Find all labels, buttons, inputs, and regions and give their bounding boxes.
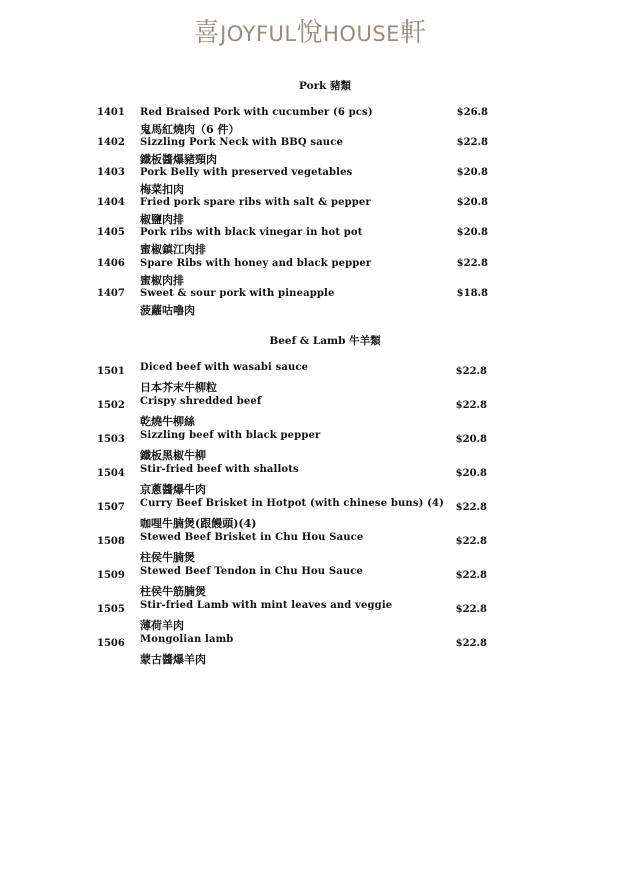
- item-name-en: Curry Beef Brisket in Hotpot (with chinese buns) (4): [140, 498, 444, 509]
- item-name-en: Diced beef with wasabi sauce: [140, 362, 309, 373]
- item-name-en: Stir-fried Lamb with mint leaves and veggie: [140, 600, 393, 611]
- item-code: 1508: [97, 536, 125, 547]
- menu-item: [0, 197, 620, 231]
- item-name-en: Stir-fried beef with shallots: [140, 464, 299, 475]
- item-name-zh: 菠蘿咕嚕肉: [140, 304, 195, 317]
- item-name-en: Pork ribs with black vinegar in hot pot: [140, 227, 363, 238]
- logo-glyph-xuan: 軒: [399, 18, 427, 48]
- restaurant-logo: [0, 12, 620, 49]
- item-name-zh: 鬼馬紅燒肉（6 件）: [140, 123, 240, 136]
- item-code: 1405: [97, 227, 125, 238]
- item-name-zh: 蜜椒肉排: [140, 274, 184, 287]
- item-price: $20.8: [456, 227, 488, 238]
- item-code: 1402: [97, 137, 125, 148]
- menu-item: [0, 362, 620, 396]
- item-price: $22.8: [455, 604, 487, 615]
- menu-item: [0, 258, 620, 292]
- item-name-en: Stewed Beef Brisket in Chu Hou Sauce: [140, 532, 364, 543]
- item-price: $22.8: [456, 258, 488, 269]
- menu-item: [0, 107, 620, 141]
- item-price: $20.8: [456, 197, 488, 208]
- menu-item: [0, 137, 620, 171]
- item-code: 1509: [97, 570, 125, 581]
- item-name-en: Crispy shredded beef: [140, 396, 262, 407]
- item-name-zh: 蜜椒鎮江肉排: [140, 243, 206, 256]
- menu-item: [0, 227, 620, 261]
- item-code: 1401: [97, 107, 125, 118]
- item-name-zh: 薄荷羊肉: [140, 619, 184, 632]
- item-name-zh: 蒙古醬爆羊肉: [140, 653, 206, 666]
- logo-text-joyful: JOYFUL: [220, 22, 297, 46]
- item-code: 1501: [97, 366, 125, 377]
- item-code: 1505: [97, 604, 125, 615]
- menu-item: [0, 634, 620, 668]
- item-code: 1406: [97, 258, 125, 269]
- item-name-zh: 梅菜扣肉: [140, 183, 184, 196]
- item-name-en: Fried pork spare ribs with salt & pepper: [140, 197, 371, 208]
- item-name-en: Sizzling beef with black pepper: [140, 430, 321, 441]
- menu-item: [0, 498, 620, 532]
- item-name-zh: 椒鹽肉排: [140, 213, 184, 226]
- item-name-zh: 咖哩牛腩煲(跟饅頭)(4): [140, 517, 257, 530]
- item-name-en: Mongolian lamb: [140, 634, 234, 645]
- item-name-en: Stewed Beef Tendon in Chu Hou Sauce: [140, 566, 364, 577]
- item-name-zh: 鐵板醬爆豬頸肉: [140, 153, 217, 166]
- item-code: 1403: [97, 167, 125, 178]
- item-code: 1407: [97, 288, 125, 299]
- section-title-pork: Pork 豬類: [298, 80, 352, 92]
- menu-item: [0, 600, 620, 634]
- item-code: 1502: [97, 400, 125, 411]
- item-price: $22.8: [456, 137, 488, 148]
- item-price: $20.8: [455, 468, 487, 479]
- item-name-zh: 柱侯牛腩煲: [140, 551, 195, 564]
- logo-text-house: HOUSE: [323, 22, 400, 46]
- item-code: 1504: [97, 468, 125, 479]
- item-price: $22.8: [455, 638, 487, 649]
- item-price: $22.8: [455, 400, 487, 411]
- item-name-en: Sizzling Pork Neck with BBQ sauce: [140, 137, 343, 148]
- item-name-zh: 日本芥末牛柳粒: [140, 381, 217, 394]
- menu-item: [0, 167, 620, 201]
- item-price: $22.8: [455, 536, 487, 547]
- logo-glyph-xi: 喜: [193, 18, 221, 48]
- menu-item: [0, 464, 620, 498]
- item-name-en: Sweet & sour pork with pineapple: [140, 288, 335, 299]
- item-price: $18.8: [456, 288, 488, 299]
- item-price: $22.8: [455, 502, 487, 513]
- menu-item: [0, 532, 620, 566]
- item-price: $26.8: [456, 107, 488, 118]
- menu-item: [0, 566, 620, 600]
- item-name-zh: 柱侯牛筋腩煲: [140, 585, 206, 598]
- item-price: $20.8: [455, 434, 487, 445]
- item-code: 1503: [97, 434, 125, 445]
- menu-item: [0, 430, 620, 464]
- item-name-en: Red Braised Pork with cucumber (6 pcs): [140, 107, 373, 118]
- logo-glyph-yue: 悅: [296, 18, 324, 48]
- item-name-en: Spare Ribs with honey and black pepper: [140, 258, 372, 269]
- item-code: 1404: [97, 197, 125, 208]
- menu-item: [0, 288, 620, 322]
- item-code: 1507: [97, 502, 125, 513]
- item-price: $22.8: [455, 570, 487, 581]
- item-name-zh: 京蔥醬爆牛肉: [140, 483, 206, 496]
- section-title-beef-lamb: Beef & Lamb 牛羊類: [269, 335, 381, 347]
- item-name-zh: 鐵板黑椒牛柳: [140, 449, 206, 462]
- item-name-zh: 乾燒牛柳絲: [140, 415, 195, 428]
- item-name-en: Pork Belly with preserved vegetables: [140, 167, 353, 178]
- menu-item: [0, 396, 620, 430]
- item-price: $20.8: [456, 167, 488, 178]
- item-code: 1506: [97, 638, 125, 649]
- item-price: $22.8: [455, 366, 487, 377]
